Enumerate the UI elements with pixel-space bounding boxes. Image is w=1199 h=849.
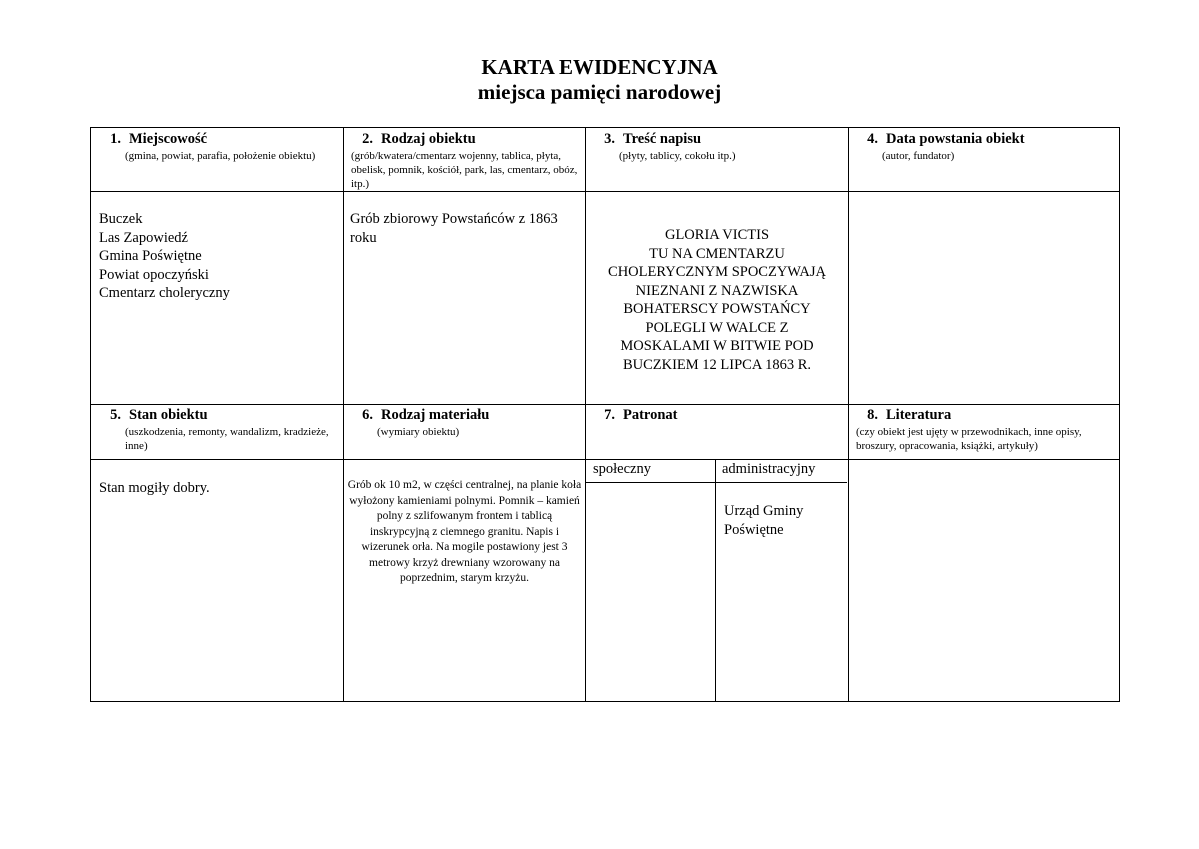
record-card-table (90, 127, 1120, 702)
header-object-type: 2. Rodzaj obiektu (grób/kwatera/cmentarz wojenny, tablica, płyta, obelisk, pomnik, kościół, park, las, cmentarz, obóz, itp.) (351, 131, 578, 190)
patronage-admin-label: administracyjny (722, 461, 816, 477)
header-literature: 8. Literatura (czy obiekt jest ujęty w przewodnikach, inne opisy, broszury, opracowania, książki, artykuły) (856, 407, 1082, 452)
header-condition: 5. Stan obiektu (uszkodzenia, remonty, wandalizm, kradzieże, inne) (110, 407, 329, 452)
row-divider (91, 191, 1119, 192)
value-inscription: GLORIA VICTIS TU NA CMENTARZU CHOLERYCZNYM SPOCZYWAJĄ NIEZNANI Z NAZWISKA BOHATERSCY POWSTAŃCY POLEGLI W WALCE Z MOSKALAMI W BITWIE POD BUCZKIEM 12 LIPCA 1863 R. (608, 227, 826, 373)
value-material: Grób ok 10 m2, w części centralnej, na planie koła wyłożony kamieniami polnymi. Pomnik – kamień polny z szlifowanym frontem i tablicą inskrypcyjną z ciemnego granitu. Napis i wizerunek orła. Na mogile postawiony jest 3 metrowy krzyż drewniany wzorowany na poprzednim, starym krzyżu. (347, 479, 582, 584)
patronage-divider (715, 459, 716, 701)
row-divider (91, 404, 1119, 405)
column-divider (848, 128, 849, 701)
header-patronage: 7. Patronat (604, 407, 678, 423)
value-object-type: Grób zbiorowy Powstańców z 1863 roku (350, 211, 558, 246)
value-condition: Stan mogiły dobry. (99, 480, 210, 496)
patronage-admin-value: Urząd Gminy Poświętne (724, 503, 804, 538)
patronage-social-label: społeczny (593, 461, 651, 477)
column-divider (343, 128, 344, 701)
document-subtitle: miejsca pamięci narodowej (477, 80, 722, 104)
header-creation-date: 4. Data powstania obiekt (autor, fundator) (867, 131, 1025, 162)
document-title: KARTA EWIDENCYJNA (481, 55, 718, 79)
column-divider (585, 128, 586, 701)
header-inscription: 3. Treść napisu (płyty, tablicy, cokołu itp.) (604, 131, 736, 162)
value-location: Buczek Las Zapowiedź Gmina Poświętne Powiat opoczyński Cmentarz choleryczny (99, 211, 230, 301)
patronage-subheader-divider (585, 482, 847, 483)
header-location: 1. Miejscowość (gmina, powiat, parafia, położenie obiektu) (110, 131, 316, 162)
header-material: 6. Rodzaj materiału (wymiary obiektu) (362, 407, 490, 438)
